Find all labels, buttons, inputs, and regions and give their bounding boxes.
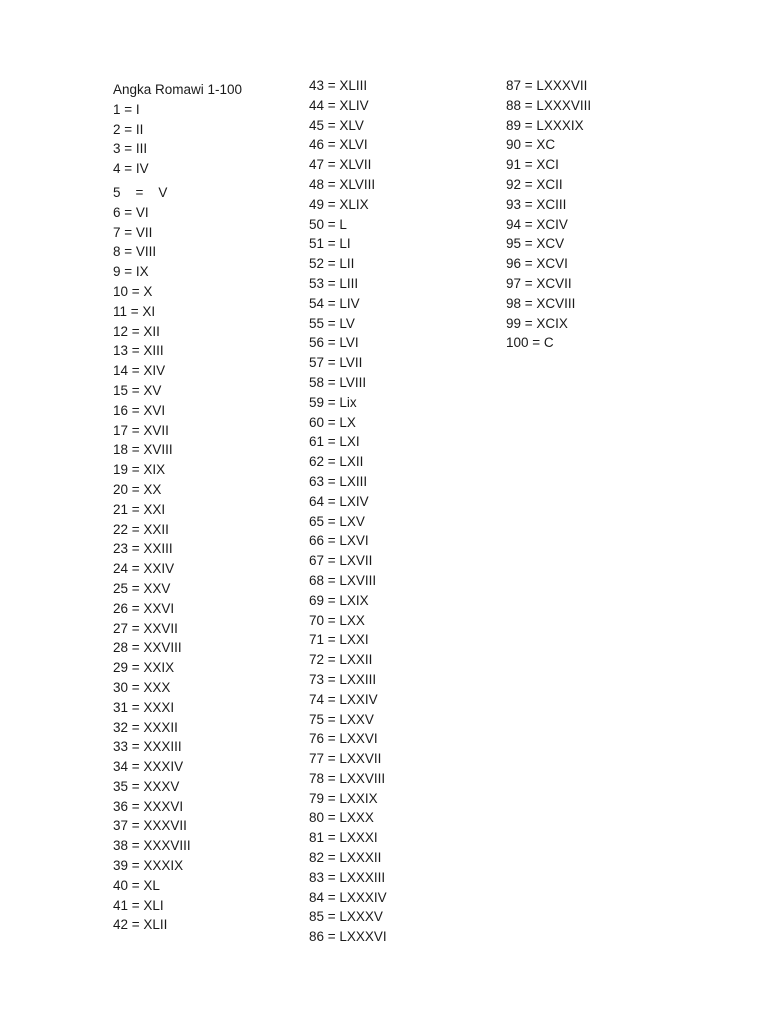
column-3 — [506, 76, 591, 353]
numeral-entry: 31 = XXXI — [113, 699, 175, 715]
numeral-entry: 48 = XLVIII — [309, 176, 376, 192]
numeral-entry: 41 = XLI — [113, 897, 164, 913]
numeral-entry: 74 = LXXIV — [309, 691, 378, 707]
numeral-entry: 59 = Lix — [309, 394, 357, 410]
numeral-entry: 98 = XCVIII — [506, 295, 576, 311]
numeral-entry: 9 = IX — [113, 264, 149, 280]
numeral-entry: 52 = LII — [309, 256, 355, 272]
numeral-entry: 62 = LXII — [309, 454, 364, 470]
numeral-entry: 4 = IV — [113, 161, 149, 177]
numeral-entry: 8 = VIII — [113, 244, 157, 260]
numeral-entry: 50 = L — [309, 216, 347, 232]
numeral-entry: 70 = LXX — [309, 612, 365, 628]
numeral-entry: 42 = XLII — [113, 917, 168, 933]
numeral-entry: 23 = XXIII — [113, 541, 173, 557]
numeral-entry: 38 = XXXVIII — [113, 838, 191, 854]
numeral-entry: 58 = LVIII — [309, 374, 367, 390]
numeral-entry: 60 = LX — [309, 414, 356, 430]
numeral-entry: 1 = I — [113, 101, 140, 117]
numeral-entry: 36 = XXXVI — [113, 798, 184, 814]
numeral-entry: 13 = XIII — [113, 343, 164, 359]
numeral-entry: 57 = LVII — [309, 355, 363, 371]
numeral-entry: 79 = LXXIX — [309, 790, 378, 806]
numeral-entry: 27 = XXVII — [113, 620, 178, 636]
numeral-entry: 55 = LV — [309, 315, 355, 331]
numeral-entry: 45 = XLV — [309, 117, 364, 133]
numeral-entry: 89 = LXXXIX — [506, 117, 584, 133]
numeral-entry: 47 = XLVII — [309, 157, 372, 173]
numeral-entry: 17 = XVII — [113, 422, 169, 438]
numeral-entry: 37 = XXXVII — [113, 818, 187, 834]
numeral-entry: 30 = XXX — [113, 679, 171, 695]
numeral-entry: 15 = XV — [113, 382, 162, 398]
numeral-entry: 87 = LXXXVII — [506, 78, 588, 93]
numeral-entry: 53 = LIII — [309, 275, 359, 291]
numeral-entry: 39 = XXXIX — [113, 858, 184, 874]
numeral-entry: 11 = XI — [113, 303, 156, 319]
numeral-entry: 93 = XCIII — [506, 196, 567, 212]
numeral-entry: 14 = XIV — [113, 363, 166, 379]
numeral-entry: 71 = LXXI — [309, 632, 369, 648]
numeral-entry: 86 = LXXXVI — [309, 929, 387, 945]
numeral-entry: 33 = XXXIII — [113, 739, 182, 755]
numeral-entry: 91 = XCI — [506, 157, 559, 173]
numeral-entry: 67 = LXVII — [309, 553, 373, 569]
numeral-entry: 7 = VII — [113, 224, 153, 240]
numeral-entry: 16 = XVI — [113, 402, 166, 418]
numeral-entry: 3 = III — [113, 141, 148, 157]
numeral-entry: 46 = XLVI — [309, 137, 368, 153]
numeral-entry: 10 = X — [113, 283, 153, 299]
numeral-entry: 96 = XCVI — [506, 256, 568, 272]
numeral-entry: 34 = XXXIV — [113, 759, 184, 775]
numeral-entry: 5 = V — [113, 184, 168, 200]
column-1 — [113, 80, 242, 935]
numeral-entry: 65 = LXV — [309, 513, 365, 529]
numeral-entry: 12 = XII — [113, 323, 160, 339]
numeral-entry: 18 = XVIII — [113, 442, 173, 458]
numeral-entry: 43 = XLIII — [309, 78, 368, 93]
numeral-entry: 29 = XXIX — [113, 660, 175, 676]
numeral-entry: 35 = XXXV — [113, 778, 180, 794]
numeral-entry: 78 = LXXVIII — [309, 770, 386, 786]
numeral-entry: 54 = LIV — [309, 295, 360, 311]
numeral-entry: 95 = XCV — [506, 236, 565, 252]
numeral-entry: 19 = XIX — [113, 462, 166, 478]
numeral-entry: 63 = LXIII — [309, 473, 368, 489]
numeral-entry: 28 = XXVIII — [113, 640, 182, 656]
numeral-entry: 24 = XXIV — [113, 561, 175, 577]
numeral-entry: 22 = XXII — [113, 521, 169, 537]
numeral-entry: 97 = XCVII — [506, 275, 572, 291]
numeral-entry: 49 = XLIX — [309, 196, 369, 212]
numeral-entry: 21 = XXI — [113, 501, 166, 517]
document-title: Angka Romawi 1-100 — [113, 82, 243, 97]
numeral-entry: 25 = XXV — [113, 580, 171, 596]
numeral-entry: 90 = XC — [506, 137, 556, 153]
numeral-entry: 75 = LXXV — [309, 711, 374, 727]
numeral-entry: 68 = LXVIII — [309, 572, 377, 588]
numeral-entry: 84 = LXXXIV — [309, 889, 387, 905]
numeral-entry: 82 = LXXXII — [309, 850, 382, 866]
numeral-entry: 69 = LXIX — [309, 592, 369, 608]
numeral-entry: 100 = C — [506, 335, 554, 351]
numeral-entry: 56 = LVI — [309, 335, 359, 351]
numeral-entry: 77 = LXXVII — [309, 751, 382, 767]
numeral-entry: 92 = XCII — [506, 176, 563, 192]
numeral-entry: 51 = LI — [309, 236, 351, 252]
numeral-entry: 64 = LXIV — [309, 493, 369, 509]
numeral-entry: 6 = VI — [113, 204, 149, 220]
numeral-entry: 94 = XCIV — [506, 216, 568, 232]
numeral-entry: 73 = LXXIII — [309, 671, 377, 687]
numeral-entry: 81 = LXXXI — [309, 830, 378, 846]
numeral-entry: 40 = XL — [113, 877, 160, 893]
numeral-entry: 61 = LXI — [309, 434, 360, 450]
numeral-entry: 80 = LXXX — [309, 810, 374, 826]
numeral-entry: 44 = XLIV — [309, 97, 369, 113]
numeral-entry: 20 = XX — [113, 481, 162, 497]
numeral-entry: 66 = LXVI — [309, 533, 369, 549]
numeral-entry: 83 = LXXXIII — [309, 869, 386, 885]
numeral-entry: 2 = II — [113, 121, 144, 137]
numeral-entry: 76 = LXXVI — [309, 731, 378, 747]
column-2 — [309, 76, 387, 947]
numeral-entry: 26 = XXVI — [113, 600, 175, 616]
numeral-entry: 85 = LXXXV — [309, 909, 383, 925]
numeral-entry: 88 = LXXXVIII — [506, 97, 592, 113]
numeral-entry: 32 = XXXII — [113, 719, 178, 735]
numeral-entry: 72 = LXXII — [309, 652, 373, 668]
numeral-entry: 99 = XCIX — [506, 315, 568, 331]
